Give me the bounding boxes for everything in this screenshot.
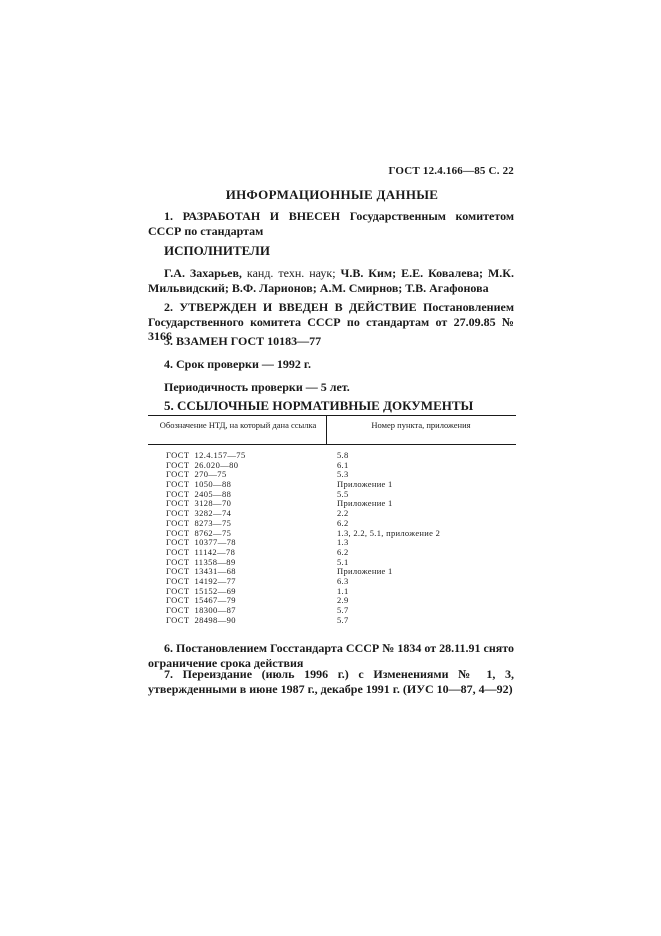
table-cell-clause: 2.2 — [337, 508, 349, 519]
table-cell-document: ГОСТ 8273—75 — [166, 517, 232, 528]
table-cell-clause: 5.1 — [337, 556, 349, 567]
table-cell-document: ГОСТ 2405—88 — [166, 488, 232, 499]
table-cell-clause: 5.3 — [337, 469, 349, 480]
normative-references-table — [148, 415, 516, 627]
item-4-check-term: 4. Срок проверки — 1992 г. — [164, 357, 311, 371]
table-cell-document: ГОСТ 11142—78 — [166, 546, 236, 557]
table-cell-document: ГОСТ 15152—69 — [166, 585, 236, 596]
table-cell-clause: 1.1 — [337, 585, 349, 596]
table-cell-clause: 6.3 — [337, 575, 349, 586]
item-2-number: 2. — [164, 300, 173, 314]
table-cell-document: ГОСТ 3128—70 — [166, 498, 232, 509]
executors-rest: Ч.В. Ким; Е.Е. Ковалева; М.К. Мильвидский; В.Ф. Ларионов; А.М. Смирнов; Т.В. Агафонова — [148, 266, 515, 295]
item-6-limit-removed: 6. Постановлением Госстандарта СССР № 1834 от 28.11.91 снято ограничение срока действия — [148, 641, 514, 670]
table-cell-document: ГОСТ 15467—79 — [166, 595, 236, 606]
table-cell-clause: Приложение 1 — [337, 479, 393, 490]
table-cell-clause: Приложение 1 — [337, 566, 393, 577]
item-5-heading: 5. ССЫЛОЧНЫЕ НОРМАТИВНЫЕ ДОКУМЕНТЫ — [164, 398, 474, 413]
section-title: ИНФОРМАЦИОННЫЕ ДАННЫЕ — [225, 187, 439, 202]
table-header-clause: Номер пункта, приложения — [371, 420, 471, 430]
table-body — [148, 451, 516, 625]
table-cell-document: ГОСТ 18300—87 — [166, 605, 236, 615]
executor-first-name: Г.А. Захарьев, — [164, 266, 242, 280]
table-cell-clause: 1.3, 2.2, 5.1, приложение 2 — [337, 527, 441, 538]
table-cell-clause: 6.1 — [337, 459, 349, 470]
table-cell-clause: 5.5 — [337, 488, 349, 499]
item-1-lead: РАЗРАБОТАН И ВНЕСЕН — [182, 209, 341, 223]
table-cell-document: ГОСТ 28498—90 — [166, 614, 236, 625]
table-cell-document: ГОСТ 3282—74 — [166, 508, 232, 519]
table-cell-document: ГОСТ 1050—88 — [166, 479, 232, 490]
table-cell-document: ГОСТ 270—75 — [166, 469, 227, 480]
table-cell-document: ГОСТ 10377—78 — [166, 537, 236, 548]
item-1-developed-by — [148, 209, 514, 238]
executors-heading: ИСПОЛНИТЕЛИ — [164, 243, 270, 258]
table-column-divider — [326, 415, 327, 444]
executors-list — [148, 266, 514, 295]
table-cell-clause: 5.7 — [337, 614, 349, 625]
table-cell-clause: 5.7 — [337, 605, 349, 615]
table-cell-document: ГОСТ 11358—89 — [166, 556, 236, 567]
executor-degree: канд. техн. наук; — [246, 266, 336, 280]
item-3-replaces: 3. ВЗАМЕН ГОСТ 10183—77 — [164, 334, 322, 348]
table-cell-clause: Приложение 1 — [337, 498, 393, 509]
table-cell-document: ГОСТ 12.4.157—75 — [166, 450, 246, 460]
table-cell-clause: 1.3 — [337, 537, 349, 548]
item-7-reissue: 7. Переиздание (июль 1996 г.) с Изменениями № 1, 3, утвержденными в июне 1987 г., декабре 1991 г. (ИУС 10—87, 4—92) — [148, 667, 514, 696]
table-cell-document: ГОСТ 26.020—80 — [166, 459, 239, 470]
check-periodicity: Периодичность проверки — 5 лет. — [164, 380, 350, 394]
table-header-document: Обозначение НТД, на который дана ссылка — [159, 420, 317, 430]
table-row — [148, 616, 516, 626]
table-cell-document: ГОСТ 8762—75 — [166, 527, 232, 538]
table-cell-clause: 6.2 — [337, 517, 349, 528]
item-2-lead: УТВЕРЖДЕН И ВВЕДЕН В ДЕЙСТВИЕ — [179, 300, 417, 314]
table-header-rule — [148, 444, 516, 445]
table-cell-clause: 6.2 — [337, 546, 349, 557]
table-cell-clause: 5.8 — [337, 450, 349, 460]
table-cell-document: ГОСТ 14192—77 — [166, 575, 236, 586]
item-1-number: 1. — [164, 209, 173, 223]
item-1-text: Государственным комитетом СССР по стандартам — [148, 209, 515, 238]
table-cell-clause: 2.9 — [337, 595, 349, 606]
table-top-rule — [148, 415, 516, 416]
table-cell-document: ГОСТ 13431—68 — [166, 566, 236, 577]
page-header-reference: ГОСТ 12.4.166—85 С. 22 — [388, 165, 514, 177]
item-2-text: Постановлением Государственного комитета СССР по стандартам от 27.09.85 № 3166 — [148, 300, 515, 343]
